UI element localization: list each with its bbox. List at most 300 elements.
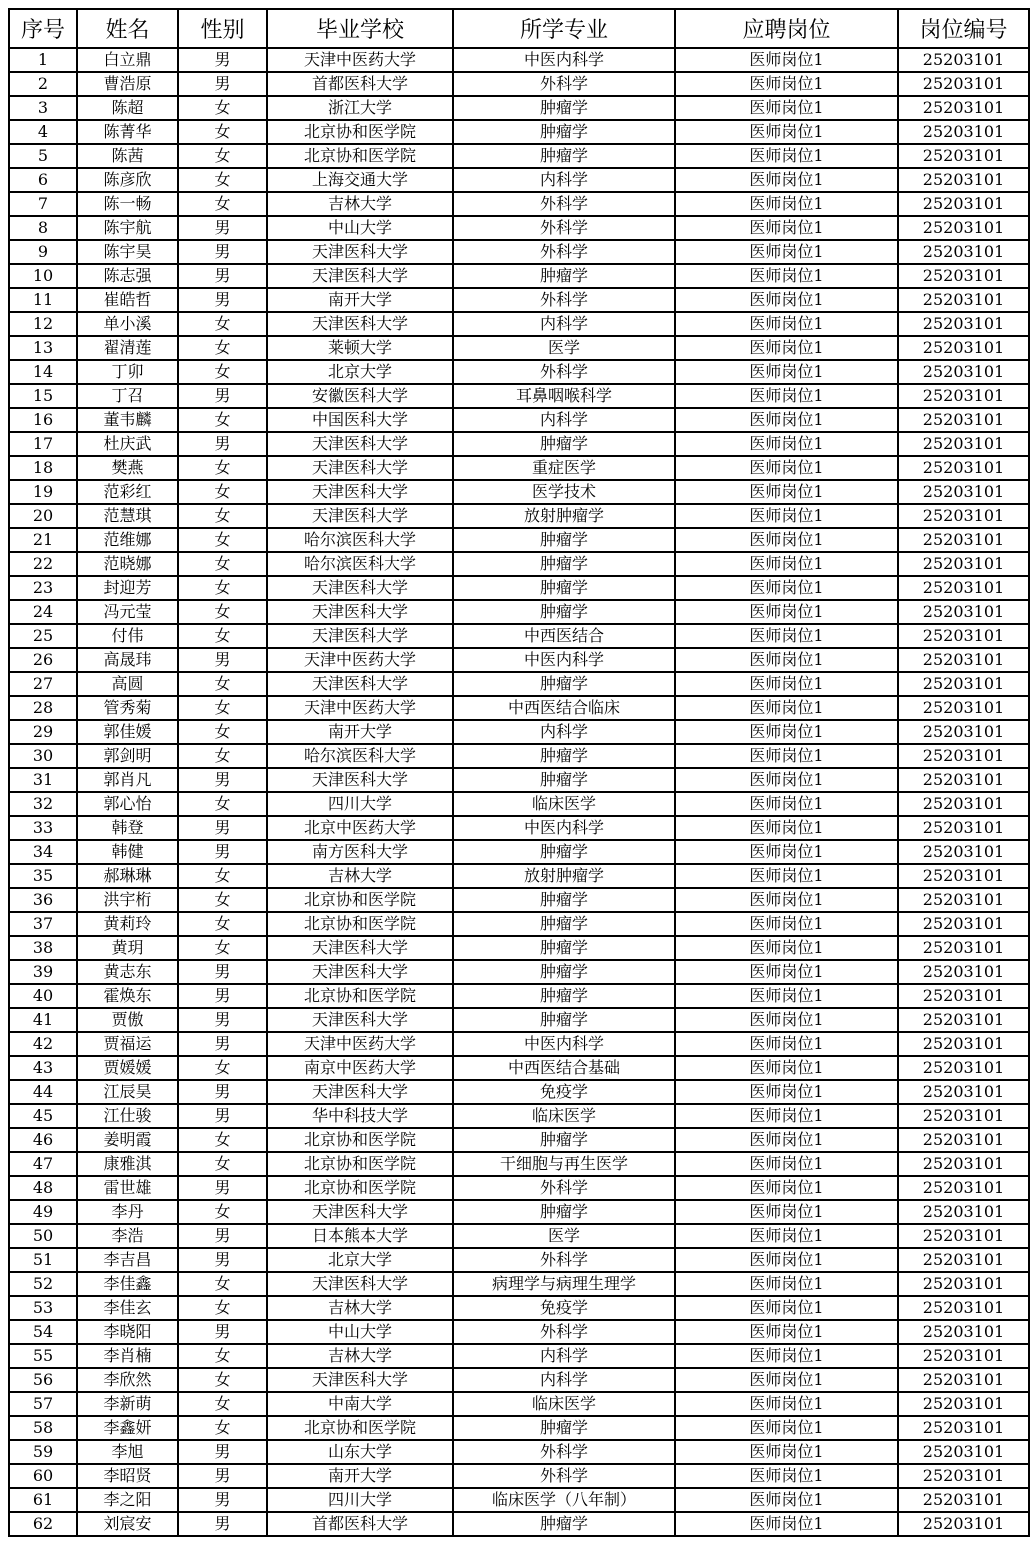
cell-position-code: 25203101	[898, 696, 1029, 720]
cell-name: 郭剑明	[77, 744, 178, 768]
cell-position-code: 25203101	[898, 600, 1029, 624]
cell-school: 天津医科大学	[267, 240, 453, 264]
cell-gender: 男	[178, 264, 267, 288]
cell-position-code: 25203101	[898, 360, 1029, 384]
cell-name: 黄志东	[77, 960, 178, 984]
cell-name: 贾福运	[77, 1032, 178, 1056]
cell-position-code: 25203101	[898, 1176, 1029, 1200]
cell-position: 医师岗位1	[675, 1512, 898, 1536]
table-row	[9, 72, 1029, 96]
cell-index: 11	[9, 288, 77, 312]
cell-index: 12	[9, 312, 77, 336]
cell-gender: 女	[178, 936, 267, 960]
table-row	[9, 144, 1029, 168]
cell-position: 医师岗位1	[675, 744, 898, 768]
cell-position: 医师岗位1	[675, 960, 898, 984]
cell-gender: 女	[178, 144, 267, 168]
cell-school: 浙江大学	[267, 96, 453, 120]
cell-name: 黄玥	[77, 936, 178, 960]
applicant-table	[8, 8, 1030, 1537]
cell-position-code: 25203101	[898, 1200, 1029, 1224]
cell-school: 北京大学	[267, 360, 453, 384]
cell-gender: 女	[178, 720, 267, 744]
table-row	[9, 648, 1029, 672]
cell-gender: 男	[178, 816, 267, 840]
cell-school: 天津医科大学	[267, 1272, 453, 1296]
cell-position-code: 25203101	[898, 216, 1029, 240]
cell-school: 天津医科大学	[267, 1200, 453, 1224]
cell-gender: 男	[178, 1032, 267, 1056]
cell-school: 南开大学	[267, 1464, 453, 1488]
cell-index: 46	[9, 1128, 77, 1152]
table-row	[9, 432, 1029, 456]
cell-position: 医师岗位1	[675, 1416, 898, 1440]
cell-major: 中西医结合	[453, 624, 675, 648]
cell-major: 外科学	[453, 360, 675, 384]
cell-name: 范慧琪	[77, 504, 178, 528]
cell-index: 4	[9, 120, 77, 144]
cell-index: 60	[9, 1464, 77, 1488]
table-row	[9, 456, 1029, 480]
cell-major: 免疫学	[453, 1296, 675, 1320]
cell-gender: 女	[178, 96, 267, 120]
cell-major: 肿瘤学	[453, 432, 675, 456]
cell-position-code: 25203101	[898, 72, 1029, 96]
cell-index: 6	[9, 168, 77, 192]
cell-name: 樊燕	[77, 456, 178, 480]
table-row	[9, 624, 1029, 648]
cell-position: 医师岗位1	[675, 1488, 898, 1512]
cell-position-code: 25203101	[898, 672, 1029, 696]
cell-major: 肿瘤学	[453, 600, 675, 624]
cell-index: 8	[9, 216, 77, 240]
cell-gender: 男	[178, 48, 267, 72]
cell-gender: 女	[178, 1296, 267, 1320]
cell-position-code: 25203101	[898, 456, 1029, 480]
cell-major: 内科学	[453, 1344, 675, 1368]
cell-name: 管秀菊	[77, 696, 178, 720]
cell-major: 肿瘤学	[453, 744, 675, 768]
cell-major: 中医内科学	[453, 816, 675, 840]
cell-index: 1	[9, 48, 77, 72]
cell-position-code: 25203101	[898, 984, 1029, 1008]
cell-position-code: 25203101	[898, 288, 1029, 312]
cell-index: 7	[9, 192, 77, 216]
cell-gender: 男	[178, 288, 267, 312]
cell-name: 陈超	[77, 96, 178, 120]
cell-name: 韩健	[77, 840, 178, 864]
cell-major: 肿瘤学	[453, 768, 675, 792]
cell-name: 李新萌	[77, 1392, 178, 1416]
cell-position-code: 25203101	[898, 504, 1029, 528]
cell-position: 医师岗位1	[675, 1248, 898, 1272]
cell-gender: 女	[178, 912, 267, 936]
table-row	[9, 528, 1029, 552]
cell-school: 天津医科大学	[267, 432, 453, 456]
cell-position: 医师岗位1	[675, 480, 898, 504]
table-row	[9, 840, 1029, 864]
table-row	[9, 960, 1029, 984]
cell-major: 肿瘤学	[453, 960, 675, 984]
cell-name: 李浩	[77, 1224, 178, 1248]
table-row	[9, 1272, 1029, 1296]
cell-major: 肿瘤学	[453, 1128, 675, 1152]
table-row	[9, 312, 1029, 336]
table-row	[9, 1344, 1029, 1368]
cell-school: 哈尔滨医科大学	[267, 552, 453, 576]
cell-name: 高晟玮	[77, 648, 178, 672]
cell-index: 55	[9, 1344, 77, 1368]
cell-gender: 女	[178, 600, 267, 624]
cell-gender: 女	[178, 504, 267, 528]
cell-position-code: 25203101	[898, 864, 1029, 888]
cell-index: 18	[9, 456, 77, 480]
cell-position: 医师岗位1	[675, 360, 898, 384]
cell-gender: 男	[178, 1080, 267, 1104]
table-row	[9, 1032, 1029, 1056]
table-row	[9, 696, 1029, 720]
cell-major: 外科学	[453, 240, 675, 264]
cell-school: 天津医科大学	[267, 936, 453, 960]
cell-gender: 女	[178, 360, 267, 384]
table-row	[9, 288, 1029, 312]
cell-index: 32	[9, 792, 77, 816]
cell-gender: 女	[178, 1272, 267, 1296]
cell-position: 医师岗位1	[675, 984, 898, 1008]
cell-major: 内科学	[453, 1368, 675, 1392]
cell-gender: 女	[178, 1128, 267, 1152]
cell-index: 27	[9, 672, 77, 696]
cell-position-code: 25203101	[898, 48, 1029, 72]
cell-major: 肿瘤学	[453, 672, 675, 696]
cell-gender: 女	[178, 456, 267, 480]
table-row	[9, 384, 1029, 408]
cell-gender: 男	[178, 1512, 267, 1536]
cell-position-code: 25203101	[898, 1368, 1029, 1392]
cell-major: 外科学	[453, 1176, 675, 1200]
cell-position-code: 25203101	[898, 1248, 1029, 1272]
cell-major: 外科学	[453, 216, 675, 240]
cell-position: 医师岗位1	[675, 1344, 898, 1368]
cell-index: 47	[9, 1152, 77, 1176]
cell-position-code: 25203101	[898, 336, 1029, 360]
cell-name: 李丹	[77, 1200, 178, 1224]
cell-index: 20	[9, 504, 77, 528]
cell-name: 陈菁华	[77, 120, 178, 144]
cell-school: 北京协和医学院	[267, 1416, 453, 1440]
cell-major: 肿瘤学	[453, 936, 675, 960]
cell-index: 53	[9, 1296, 77, 1320]
cell-name: 刘宸安	[77, 1512, 178, 1536]
cell-name: 单小溪	[77, 312, 178, 336]
cell-name: 李吉昌	[77, 1248, 178, 1272]
cell-major: 中医内科学	[453, 1032, 675, 1056]
header-index: 序号	[9, 9, 77, 48]
cell-index: 52	[9, 1272, 77, 1296]
cell-name: 贾傲	[77, 1008, 178, 1032]
cell-major: 临床医学（八年制）	[453, 1488, 675, 1512]
cell-major: 放射肿瘤学	[453, 504, 675, 528]
table-row	[9, 576, 1029, 600]
cell-school: 北京协和医学院	[267, 144, 453, 168]
cell-school: 北京协和医学院	[267, 1176, 453, 1200]
cell-major: 免疫学	[453, 1080, 675, 1104]
cell-gender: 女	[178, 1200, 267, 1224]
cell-position: 医师岗位1	[675, 1176, 898, 1200]
applicant-list-sheet	[8, 8, 1030, 1537]
table-row	[9, 912, 1029, 936]
cell-position: 医师岗位1	[675, 672, 898, 696]
table-row	[9, 408, 1029, 432]
cell-gender: 女	[178, 1392, 267, 1416]
cell-school: 北京协和医学院	[267, 1128, 453, 1152]
cell-position: 医师岗位1	[675, 216, 898, 240]
cell-school: 山东大学	[267, 1440, 453, 1464]
cell-name: 郭佳媛	[77, 720, 178, 744]
cell-position-code: 25203101	[898, 1392, 1029, 1416]
table-row	[9, 1440, 1029, 1464]
cell-gender: 女	[178, 1368, 267, 1392]
cell-position-code: 25203101	[898, 1512, 1029, 1536]
table-row	[9, 480, 1029, 504]
cell-index: 54	[9, 1320, 77, 1344]
cell-index: 57	[9, 1392, 77, 1416]
cell-position: 医师岗位1	[675, 552, 898, 576]
cell-gender: 女	[178, 1056, 267, 1080]
cell-index: 30	[9, 744, 77, 768]
cell-name: 陈茜	[77, 144, 178, 168]
cell-name: 冯元莹	[77, 600, 178, 624]
cell-position: 医师岗位1	[675, 1296, 898, 1320]
cell-name: 高圆	[77, 672, 178, 696]
cell-position: 医师岗位1	[675, 1224, 898, 1248]
cell-position-code: 25203101	[898, 480, 1029, 504]
cell-gender: 男	[178, 216, 267, 240]
cell-gender: 女	[178, 552, 267, 576]
cell-school: 北京协和医学院	[267, 912, 453, 936]
cell-position-code: 25203101	[898, 144, 1029, 168]
cell-position-code: 25203101	[898, 264, 1029, 288]
cell-gender: 男	[178, 384, 267, 408]
cell-major: 干细胞与再生医学	[453, 1152, 675, 1176]
cell-school: 天津医科大学	[267, 1008, 453, 1032]
table-row	[9, 1416, 1029, 1440]
cell-position: 医师岗位1	[675, 1392, 898, 1416]
cell-position-code: 25203101	[898, 1056, 1029, 1080]
cell-school: 天津医科大学	[267, 312, 453, 336]
cell-position-code: 25203101	[898, 1032, 1029, 1056]
cell-position: 医师岗位1	[675, 1272, 898, 1296]
cell-position: 医师岗位1	[675, 1008, 898, 1032]
cell-major: 临床医学	[453, 1104, 675, 1128]
cell-position: 医师岗位1	[675, 1440, 898, 1464]
cell-major: 肿瘤学	[453, 264, 675, 288]
cell-school: 中山大学	[267, 1320, 453, 1344]
cell-name: 陈宇航	[77, 216, 178, 240]
cell-position: 医师岗位1	[675, 864, 898, 888]
cell-name: 霍焕东	[77, 984, 178, 1008]
cell-school: 四川大学	[267, 792, 453, 816]
cell-name: 陈宇昊	[77, 240, 178, 264]
table-row	[9, 1152, 1029, 1176]
cell-school: 南开大学	[267, 720, 453, 744]
cell-position-code: 25203101	[898, 888, 1029, 912]
cell-position: 医师岗位1	[675, 168, 898, 192]
cell-name: 黄莉玲	[77, 912, 178, 936]
cell-index: 3	[9, 96, 77, 120]
cell-position-code: 25203101	[898, 1464, 1029, 1488]
cell-major: 内科学	[453, 408, 675, 432]
cell-name: 郭心怡	[77, 792, 178, 816]
cell-position: 医师岗位1	[675, 1128, 898, 1152]
cell-gender: 男	[178, 1464, 267, 1488]
cell-name: 李佳玄	[77, 1296, 178, 1320]
table-row	[9, 48, 1029, 72]
cell-major: 中医内科学	[453, 48, 675, 72]
cell-index: 16	[9, 408, 77, 432]
cell-name: 范维娜	[77, 528, 178, 552]
cell-gender: 女	[178, 696, 267, 720]
cell-index: 58	[9, 1416, 77, 1440]
cell-position: 医师岗位1	[675, 1320, 898, 1344]
header-position: 应聘岗位	[675, 9, 898, 48]
cell-name: 李之阳	[77, 1488, 178, 1512]
cell-gender: 女	[178, 336, 267, 360]
cell-index: 44	[9, 1080, 77, 1104]
cell-gender: 男	[178, 960, 267, 984]
cell-name: 江仕骏	[77, 1104, 178, 1128]
cell-gender: 女	[178, 888, 267, 912]
cell-index: 48	[9, 1176, 77, 1200]
cell-position: 医师岗位1	[675, 96, 898, 120]
cell-name: 翟清莲	[77, 336, 178, 360]
cell-position-code: 25203101	[898, 624, 1029, 648]
cell-position-code: 25203101	[898, 384, 1029, 408]
cell-position: 医师岗位1	[675, 504, 898, 528]
cell-major: 外科学	[453, 192, 675, 216]
cell-position: 医师岗位1	[675, 576, 898, 600]
cell-position-code: 25203101	[898, 1488, 1029, 1512]
cell-index: 24	[9, 600, 77, 624]
cell-position: 医师岗位1	[675, 624, 898, 648]
cell-index: 13	[9, 336, 77, 360]
cell-position: 医师岗位1	[675, 192, 898, 216]
cell-position-code: 25203101	[898, 720, 1029, 744]
cell-name: 雷世雄	[77, 1176, 178, 1200]
cell-major: 肿瘤学	[453, 1008, 675, 1032]
cell-index: 29	[9, 720, 77, 744]
cell-name: 丁卯	[77, 360, 178, 384]
cell-major: 肿瘤学	[453, 984, 675, 1008]
cell-school: 吉林大学	[267, 192, 453, 216]
cell-major: 耳鼻咽喉科学	[453, 384, 675, 408]
cell-gender: 男	[178, 432, 267, 456]
cell-index: 9	[9, 240, 77, 264]
cell-position: 医师岗位1	[675, 72, 898, 96]
cell-name: 李肖楠	[77, 1344, 178, 1368]
cell-major: 内科学	[453, 312, 675, 336]
cell-gender: 女	[178, 120, 267, 144]
cell-name: 董韦麟	[77, 408, 178, 432]
table-row	[9, 816, 1029, 840]
table-row	[9, 96, 1029, 120]
cell-position: 医师岗位1	[675, 936, 898, 960]
cell-school: 天津医科大学	[267, 504, 453, 528]
cell-school: 天津医科大学	[267, 768, 453, 792]
cell-position-code: 25203101	[898, 792, 1029, 816]
cell-major: 外科学	[453, 72, 675, 96]
header-major: 所学专业	[453, 9, 675, 48]
table-row	[9, 1128, 1029, 1152]
header-school: 毕业学校	[267, 9, 453, 48]
cell-gender: 女	[178, 672, 267, 696]
cell-school: 南京中医药大学	[267, 1056, 453, 1080]
cell-position-code: 25203101	[898, 1416, 1029, 1440]
table-row	[9, 720, 1029, 744]
table-row	[9, 1488, 1029, 1512]
cell-position: 医师岗位1	[675, 840, 898, 864]
table-row	[9, 168, 1029, 192]
cell-position: 医师岗位1	[675, 1104, 898, 1128]
cell-position: 医师岗位1	[675, 1032, 898, 1056]
cell-position: 医师岗位1	[675, 288, 898, 312]
cell-position: 医师岗位1	[675, 600, 898, 624]
cell-major: 重症医学	[453, 456, 675, 480]
cell-school: 南方医科大学	[267, 840, 453, 864]
table-row	[9, 768, 1029, 792]
cell-school: 天津医科大学	[267, 624, 453, 648]
cell-school: 吉林大学	[267, 1296, 453, 1320]
cell-gender: 男	[178, 1320, 267, 1344]
cell-name: 江辰昊	[77, 1080, 178, 1104]
table-row	[9, 1224, 1029, 1248]
cell-school: 天津医科大学	[267, 1368, 453, 1392]
cell-name: 李旭	[77, 1440, 178, 1464]
cell-major: 外科学	[453, 1320, 675, 1344]
cell-position-code: 25203101	[898, 312, 1029, 336]
cell-major: 肿瘤学	[453, 528, 675, 552]
table-row	[9, 360, 1029, 384]
table-row	[9, 864, 1029, 888]
cell-gender: 男	[178, 984, 267, 1008]
cell-index: 59	[9, 1440, 77, 1464]
cell-school: 天津中医药大学	[267, 648, 453, 672]
cell-index: 39	[9, 960, 77, 984]
cell-index: 62	[9, 1512, 77, 1536]
table-body	[9, 48, 1029, 1536]
cell-index: 10	[9, 264, 77, 288]
cell-major: 外科学	[453, 288, 675, 312]
cell-school: 上海交通大学	[267, 168, 453, 192]
cell-major: 临床医学	[453, 792, 675, 816]
cell-major: 中医内科学	[453, 648, 675, 672]
cell-position: 医师岗位1	[675, 48, 898, 72]
cell-school: 天津医科大学	[267, 672, 453, 696]
cell-major: 中西医结合基础	[453, 1056, 675, 1080]
cell-position-code: 25203101	[898, 408, 1029, 432]
cell-index: 14	[9, 360, 77, 384]
cell-major: 内科学	[453, 168, 675, 192]
cell-gender: 女	[178, 312, 267, 336]
cell-gender: 女	[178, 1152, 267, 1176]
cell-gender: 女	[178, 744, 267, 768]
cell-position: 医师岗位1	[675, 696, 898, 720]
cell-position-code: 25203101	[898, 912, 1029, 936]
cell-index: 42	[9, 1032, 77, 1056]
cell-name: 韩登	[77, 816, 178, 840]
cell-school: 北京协和医学院	[267, 1152, 453, 1176]
cell-school: 天津医科大学	[267, 576, 453, 600]
